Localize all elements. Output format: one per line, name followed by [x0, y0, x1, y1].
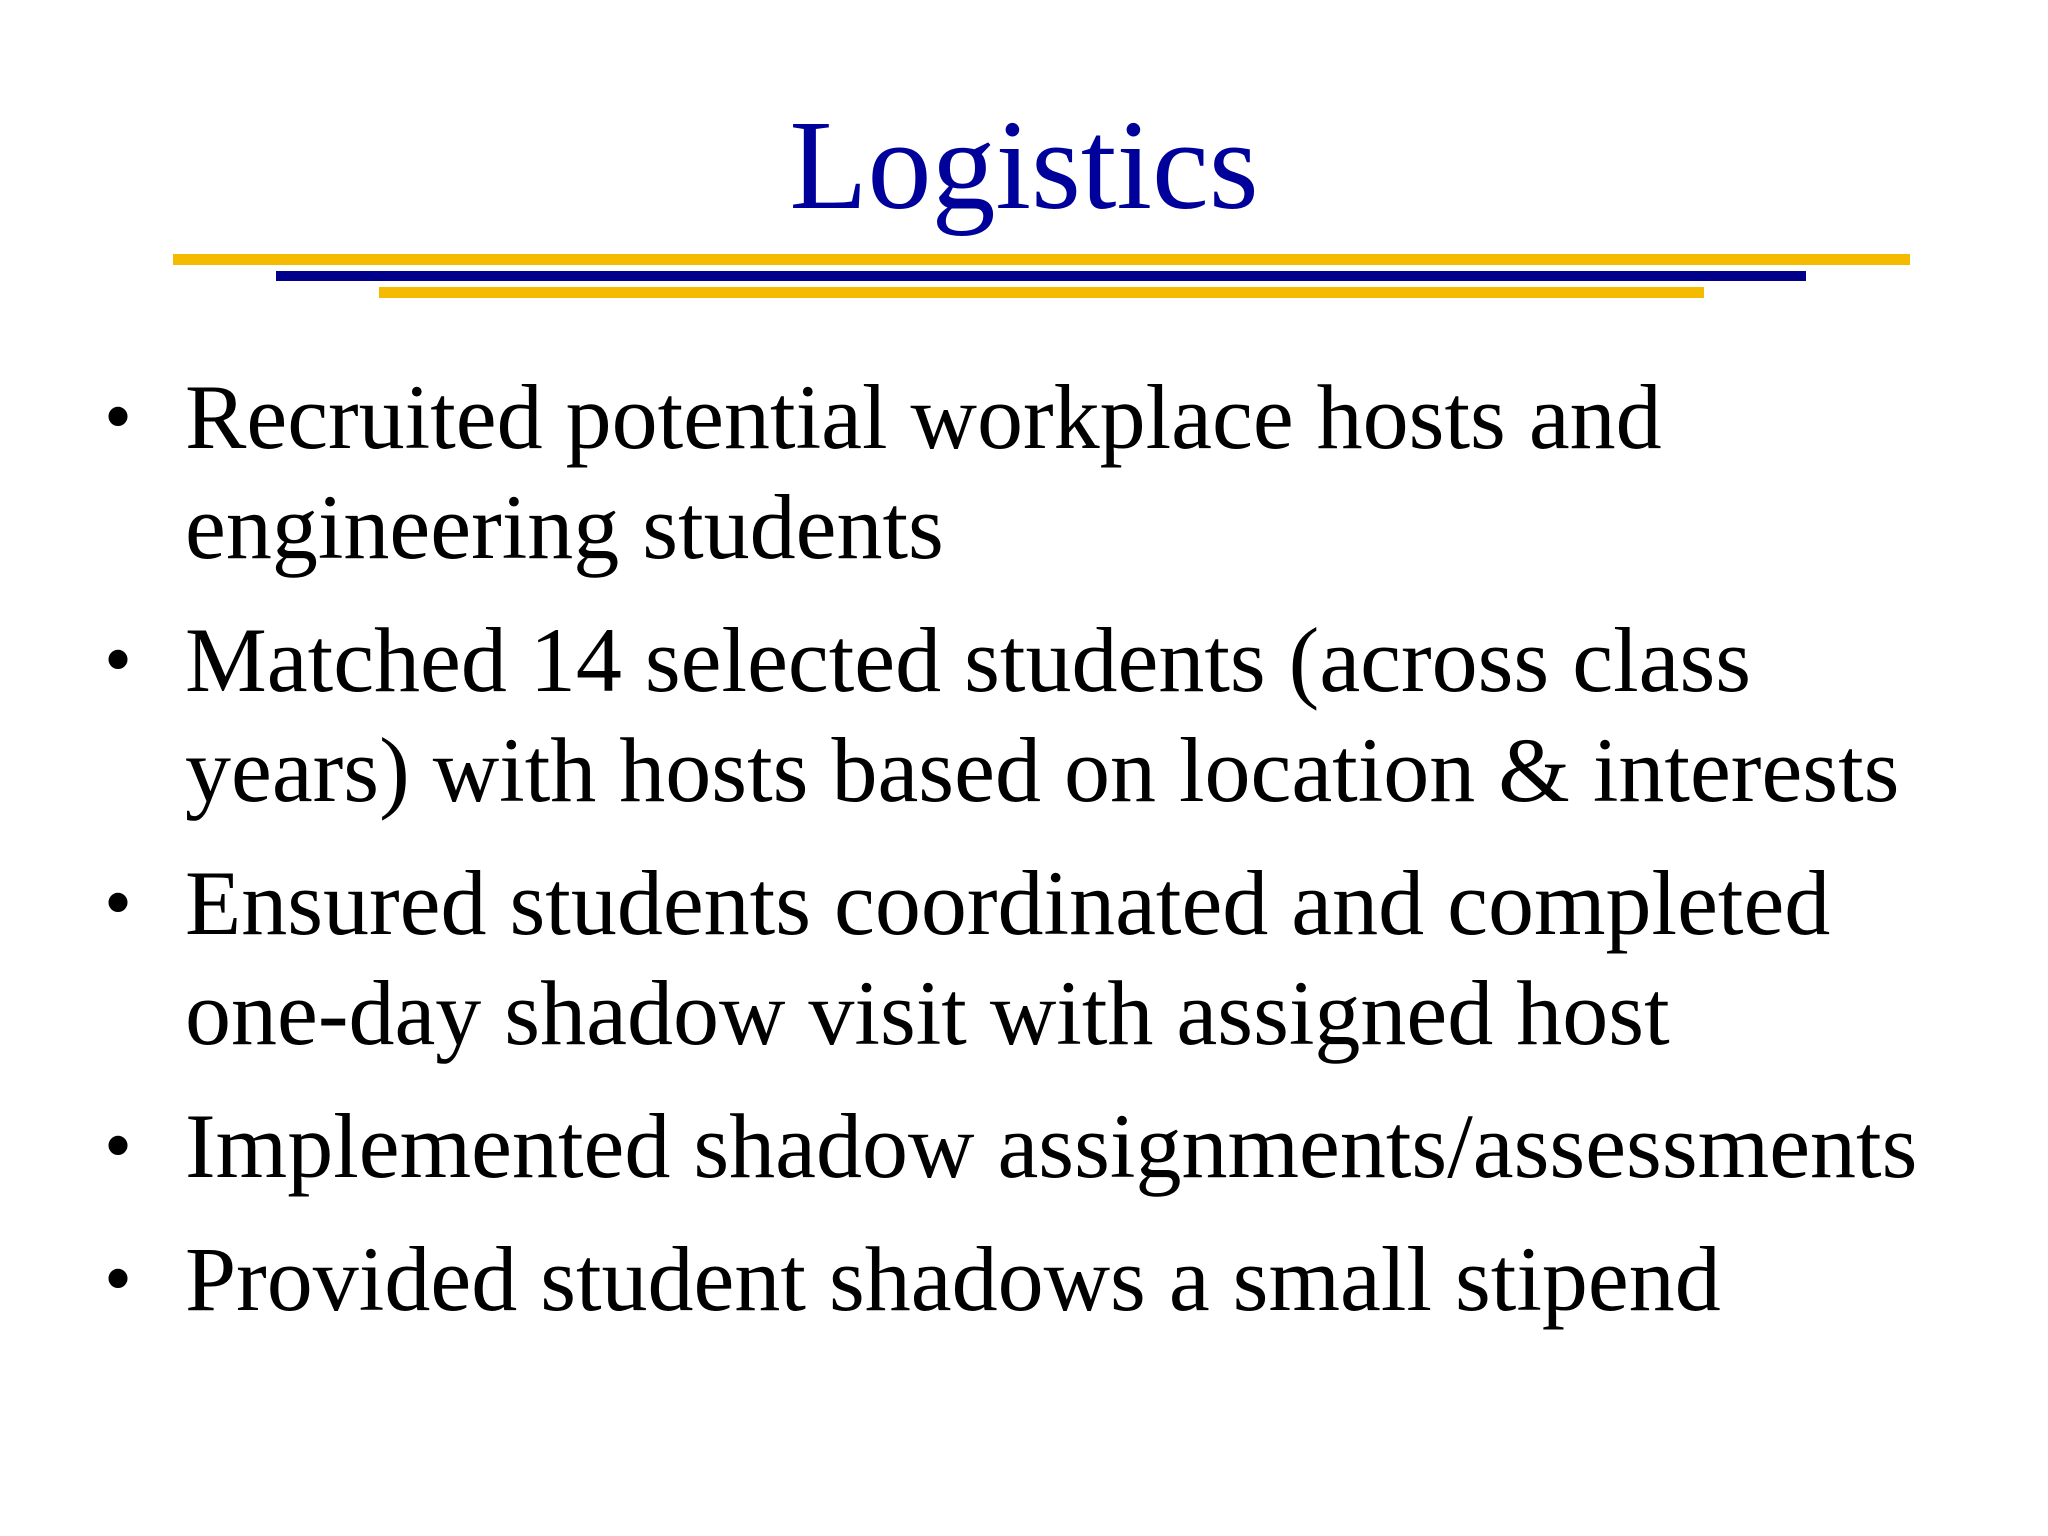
bullet-point-icon: • — [104, 616, 133, 704]
bullet-text: Implemented shadow assignments/assessments — [185, 1095, 1918, 1197]
bullet-item — [0, 1091, 2048, 1201]
bullet-text: Recruited potential workplace hosts and engineering students — [185, 366, 1662, 578]
bullet-point-icon: • — [104, 859, 133, 947]
title-underline-gold-bottom — [379, 287, 1704, 298]
bullet-point-icon: • — [104, 373, 133, 461]
title-underline-navy — [276, 271, 1806, 281]
bullet-point-icon: • — [104, 1102, 133, 1190]
bullet-list — [0, 362, 2048, 1357]
bullet-item — [0, 848, 2048, 1068]
slide-title: Logistics — [789, 94, 1259, 236]
bullet-text: Provided student shadows a small stipend — [185, 1228, 1721, 1330]
bullet-item — [0, 362, 2048, 582]
bullet-point-icon: • — [104, 1235, 133, 1323]
bullet-text: Matched 14 selected students (across class years) with hosts based on location & interests — [185, 609, 1900, 821]
bullet-item — [0, 1224, 2048, 1334]
bullet-text: Ensured students coordinated and completed one-day shadow visit with assigned host — [185, 852, 1831, 1064]
title-underline-gold-top — [173, 254, 1910, 265]
bullet-item — [0, 605, 2048, 825]
